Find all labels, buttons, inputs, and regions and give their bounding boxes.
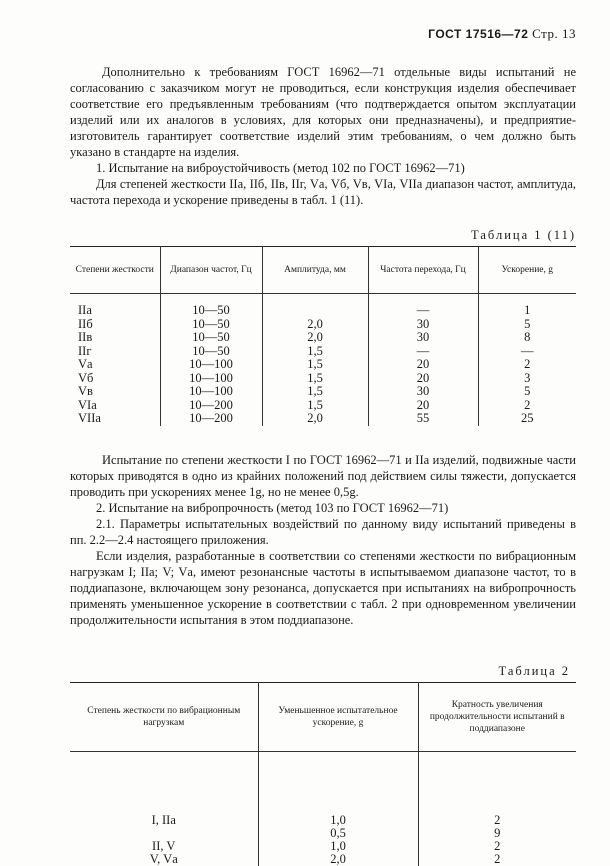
- page-number: Стр. 13: [532, 26, 576, 41]
- table-cell: 0,5: [258, 827, 418, 840]
- table-row: [70, 840, 576, 853]
- table2-caption: Таблица 2: [498, 664, 570, 678]
- section-heading: 1. Испытание на виброустойчивость (метод 102 по ГОСТ 16962—71): [96, 161, 465, 175]
- column-header: Ускорение, g: [478, 247, 576, 294]
- table-cell: 10—50: [160, 304, 262, 318]
- column-header: Уменьшенное испытательное ускорение, g: [258, 683, 418, 752]
- table-cell: II, V: [152, 838, 176, 853]
- table-cell: 10—100: [160, 385, 262, 399]
- paragraph: Дополнительно к требованиям ГОСТ 16962—71 отдельные виды испытаний не согласованию с заказчиком могут не проводиться, если конструкция изделия обеспечивает соответствие его предъявленным требованиям (что подтверждается опытом эксплуатации изделий или их аналогов в условиях, для которых они предназначены), и предприятие-изготовитель гарантирует соответствие изделий этим требованиям, о чем должно быть указано в стандарте на изделия.: [70, 65, 576, 159]
- table-cell: 2: [478, 358, 576, 372]
- column-header: Амплитуда, мм: [262, 247, 368, 294]
- table-row: [70, 318, 576, 332]
- table-row: [70, 827, 576, 840]
- table-cell: 3: [478, 372, 576, 386]
- table-cell: 1,5: [262, 372, 368, 386]
- table-cell: 20: [368, 358, 478, 372]
- table-cell: 5: [478, 318, 576, 332]
- table-cell: 8: [478, 331, 576, 345]
- table-row: [70, 385, 576, 399]
- table-cell: 2,0: [258, 853, 418, 866]
- table-cell: 10—200: [160, 412, 262, 426]
- table-cell: 9: [418, 827, 576, 840]
- table-cell: VIIа: [78, 411, 101, 425]
- table-cell: Vа: [78, 357, 93, 371]
- column-header: Диапазон частот, Гц: [160, 247, 262, 294]
- paragraph: Для степеней жесткости IIа, IIб, IIв, IIг, Vа, Vб, Vв, VIа, VIIа диапазон частот, амплитуда, частота перехода и ускорение приведены в табл. 1 (11).: [70, 177, 576, 207]
- table-cell: 55: [368, 412, 478, 426]
- table-cell: —: [368, 304, 478, 318]
- intro-text: [70, 64, 576, 208]
- table-cell: 2: [418, 840, 576, 853]
- table-cell: 30: [368, 385, 478, 399]
- table-cell: 2: [418, 853, 576, 866]
- table-row: [70, 304, 576, 318]
- table-cell: 1,5: [262, 399, 368, 413]
- table-cell: Vв: [78, 384, 93, 398]
- table-cell: 1,5: [262, 385, 368, 399]
- table-cell: IIа: [78, 303, 92, 317]
- table-cell: 10—100: [160, 358, 262, 372]
- table-cell: 10—50: [160, 331, 262, 345]
- column-header: Кратность увеличения продолжительности испытаний в поддиапазоне: [418, 683, 576, 752]
- table-row: [70, 853, 576, 866]
- table-cell: 1,0: [258, 814, 418, 827]
- table-header-row: [70, 247, 576, 294]
- paragraph: Если изделия, разработанные в соответствии со степенями жесткости по вибрационным нагрузкам I; IIа; V; Vа, имеют резонансные частоты в испытываемом диапазоне частот, то в поддиапазоне, включающем зону резонанса, допускается при испытаниях на вибропрочность применять уменьшенное ускорение в соответствии с табл. 2 при одновременном увеличении продолжительности испытания в этом поддиапазоне.: [70, 549, 576, 627]
- table-cell: 5: [478, 385, 576, 399]
- table-cell: V, Vа: [149, 851, 178, 866]
- middle-text: [70, 452, 576, 628]
- table-cell: 10—100: [160, 372, 262, 386]
- table-cell: 20: [368, 372, 478, 386]
- paragraph: Испытание по степени жесткости I по ГОСТ 16962—71 и IIа изделий, подвижные части которых приводятся в одно из крайних положений под действием силы тяжести, допускается проводить при ускорениях менее 1g, но не менее 0,5g.: [70, 453, 576, 499]
- table-cell: 2: [418, 814, 576, 827]
- table-row: [70, 345, 576, 359]
- table-cell: 30: [368, 318, 478, 332]
- table-cell: —: [478, 345, 576, 359]
- table-cell: 10—50: [160, 345, 262, 359]
- table-2: [70, 682, 576, 866]
- table-row: [70, 331, 576, 345]
- standard-title: ГОСТ 17516—72: [428, 27, 529, 41]
- table-cell: 2: [478, 399, 576, 413]
- table-cell: I, IIа: [151, 812, 176, 827]
- table-cell: 1,0: [258, 840, 418, 853]
- table-header-row: [70, 683, 576, 752]
- table-row: [70, 358, 576, 372]
- table-cell: 1: [478, 304, 576, 318]
- table-cell: [262, 304, 368, 318]
- section-heading: 2. Испытание на вибропрочность (метод 103 по ГОСТ 16962—71): [96, 501, 449, 515]
- table1-caption: Таблица 1 (11): [471, 228, 576, 242]
- table-cell: [70, 827, 258, 840]
- table-cell: 1,5: [262, 358, 368, 372]
- table-cell: 2,0: [262, 318, 368, 332]
- table-cell: —: [368, 345, 478, 359]
- column-header: Степень жесткости по вибрационным нагрузкам: [70, 683, 258, 752]
- table-cell: 10—200: [160, 399, 262, 413]
- table-cell: IIг: [78, 343, 92, 358]
- column-header: Степени жесткости: [70, 247, 160, 294]
- table-cell: 2,0: [262, 412, 368, 426]
- table-row: [70, 814, 576, 827]
- table-cell: IIб: [78, 316, 93, 331]
- table-row: [70, 399, 576, 413]
- table-cell: 20: [368, 399, 478, 413]
- table-cell: VIа: [78, 397, 97, 412]
- table-row: [70, 372, 576, 386]
- column-header: Частота перехода, Гц: [368, 247, 478, 294]
- table-cell: IIв: [78, 330, 93, 344]
- table-cell: 30: [368, 331, 478, 345]
- table-row: [70, 412, 576, 426]
- table-cell: Vб: [78, 370, 94, 385]
- table-cell: 1,5: [262, 345, 368, 359]
- table-cell: 2,0: [262, 331, 368, 345]
- page-header: [428, 26, 576, 42]
- table-1: [70, 246, 576, 426]
- table-cell: 10—50: [160, 318, 262, 332]
- table-cell: 25: [478, 412, 576, 426]
- paragraph: 2.1. Параметры испытательных воздействий по данному виду испытаний приведены в пп. 2.2—2.4 настоящего приложения.: [70, 517, 576, 547]
